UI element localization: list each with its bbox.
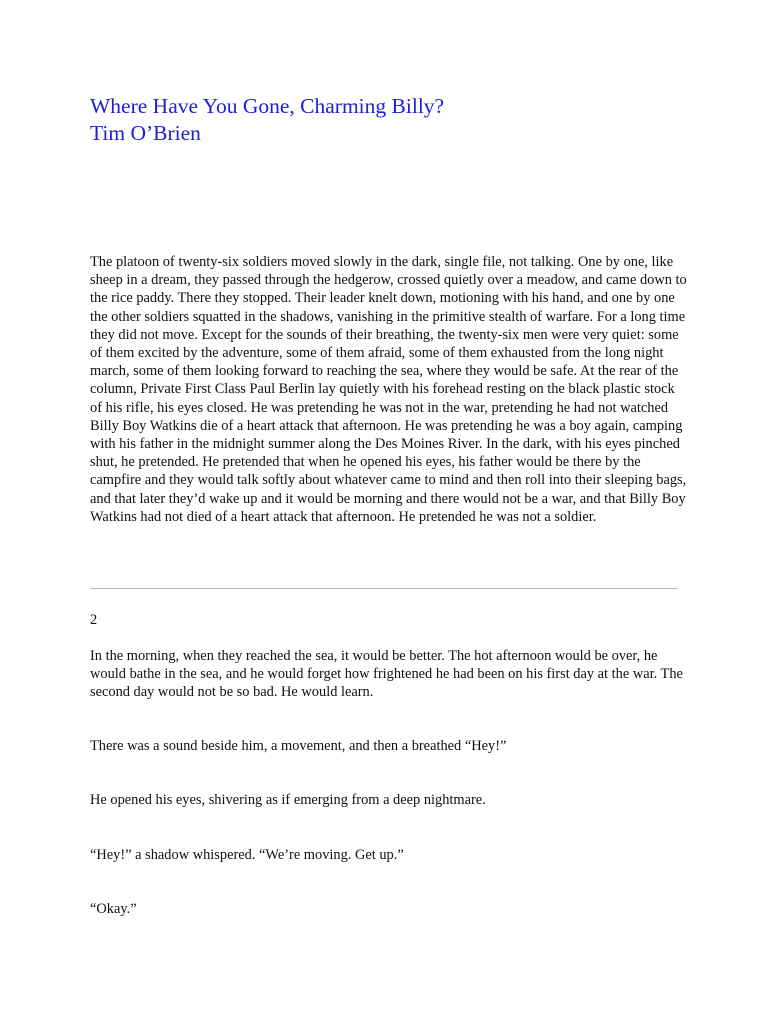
document-author: Tim O’Brien: [90, 121, 201, 145]
paragraph-4: He opened his eyes, shivering as if emerging from a deep nightmare.: [90, 792, 486, 808]
paragraph-2: In the morning, when they reached the sea, it would be better. The hot afternoon would be over, he would bathe in the sea, and he would forget how frightened he had been on his first day at the war. The second day would not be so bad. He would learn.: [90, 648, 683, 701]
page-divider: [90, 588, 678, 589]
paragraph-3: There was a sound beside him, a movement, and then a breathed “Hey!”: [90, 738, 507, 754]
document-title: Where Have You Gone, Charming Billy?: [90, 94, 445, 118]
paragraph-1: The platoon of twenty-six soldiers moved slowly in the dark, single file, not talking. One by one, like sheep in a dream, they passed through the hedgerow, crossed quietly over a meadow, and came down to the rice paddy. There they stopped. Their leader knelt down, motioning with his hand, and one by one the other soldiers squatted in the shadows, vanishing in the primitive stealth of warfare. For a long time they did not move. Except for the sounds of their breathing, the twenty-six men were very quiet: some of them excited by the adventure, some of them afraid, some of them exhausted from the long night march, some of them looking forward to reaching the sea, where they would be safe. At the rear of the column, Private First Class Paul Berlin lay quietly with his forehead resting on the black plastic stock of his rifle, his eyes closed. He was pretending he was not in the war, pretending he had not watched Billy Boy Watkins die of a heart attack that afternoon. He was pretending he was a boy again, camping with his father in the midnight summer along the Des Moines River. In the dark, with his eyes pinched shut, he pretended. He pretended that when he opened his eyes, his father would be there by the campfire and they would talk softly about whatever came to mind and then roll into their sleeping bags, and that later they’d wake up and it would be morning and there would not be a war, and that Billy Boy Watkins had not died of a heart attack that afternoon. He pretended he was not a soldier.: [90, 254, 687, 525]
page-number: 2: [90, 612, 98, 628]
title-block: [90, 93, 444, 147]
paragraph-5: “Hey!” a shadow whispered. “We’re moving. Get up.”: [90, 847, 404, 863]
paragraph-6: “Okay.”: [90, 901, 137, 917]
